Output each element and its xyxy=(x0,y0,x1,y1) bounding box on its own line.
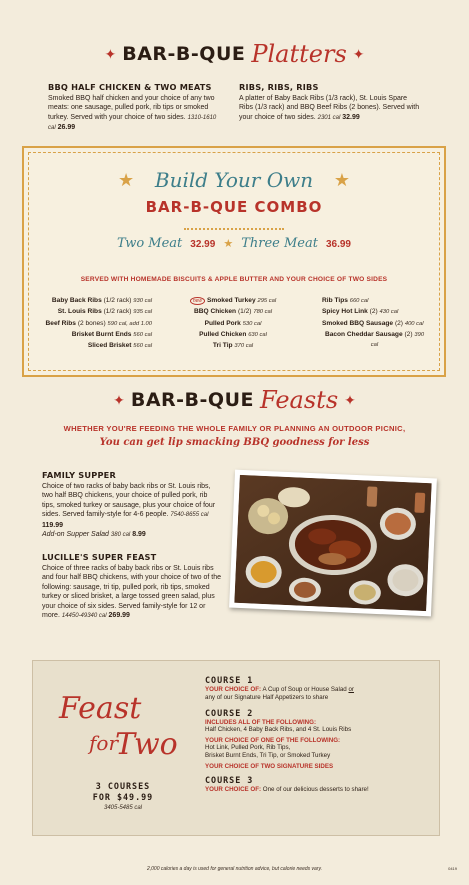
family-supper-cal: 7540-8655 cal xyxy=(170,512,209,519)
super-feast-title: LUCILLE'S SUPER FEAST xyxy=(42,552,157,562)
super-feast-price: 269.99 xyxy=(108,612,130,620)
star-icon: ★ xyxy=(223,238,234,250)
feast-for-two-pricing xyxy=(63,781,183,811)
menu-code: 0419 xyxy=(448,866,457,871)
super-feast xyxy=(42,552,222,621)
course-1-title: COURSE 1 xyxy=(205,675,254,685)
course-2-label-3: YOUR CHOICE OF TWO SIGNATURE SIDES xyxy=(205,763,334,771)
family-supper xyxy=(42,470,222,540)
combo-column-2 xyxy=(163,296,303,351)
platter-item-price: 26.99 xyxy=(57,124,76,132)
feasts-header xyxy=(0,386,469,414)
combo-meat-item: Brisket Burnt Ends 560 cal xyxy=(71,330,152,338)
combo-meat-item: BBQ Chicken (1/2) 780 cal xyxy=(193,308,273,316)
family-supper-desc: Choice of two racks of baby back ribs or St. Louis ribs, two half BBQ chickens, your choice of pulled pork, rib tips, smoked turkey or sausage, plus your choice of four sides. Served family-style for 4-6 people. xyxy=(42,483,216,519)
two-meat-label: Two Meat xyxy=(117,236,183,251)
food-photo-image xyxy=(234,475,431,611)
platter-item-cal: 1310-1610 cal xyxy=(48,114,217,132)
combo-meat-item: Smoked BBQ Sausage (2) 400 cal xyxy=(322,319,424,327)
combo-meat-item: Pulled Chicken 630 cal xyxy=(199,330,267,338)
course-3-text: One of our delicious desserts to share! xyxy=(262,786,369,794)
combo-meat-item: new Smoked Turkey 295 cal xyxy=(190,296,276,306)
combo-pricing xyxy=(24,236,444,251)
platters-header xyxy=(0,40,469,68)
addon-salad-cal: 380 cal xyxy=(110,532,131,539)
platter-item-name: BBQ HALF CHICKEN & TWO MEATS xyxy=(48,82,212,92)
addon-salad-label: Add-on Supper Salad xyxy=(42,531,109,539)
combo-meat-item: Spicy Hot Link (2) 430 cal xyxy=(322,308,399,316)
courses-line-2: FOR $49.99 xyxy=(92,792,154,802)
feast-script: Feast xyxy=(59,691,142,726)
courses-line-1: 3 COURSES xyxy=(95,781,151,791)
feasts-header-script: Feasts xyxy=(260,386,339,414)
three-meat-label: Three Meat xyxy=(241,236,318,251)
feast-for-two-cal: 3405-5485 cal xyxy=(103,805,143,811)
combo-meat-item: Tri Tip 370 cal xyxy=(212,342,254,350)
super-feast-cal: 14450-49340 cal xyxy=(61,613,107,620)
combo-column-3 xyxy=(314,296,434,351)
course-1-or: or xyxy=(348,686,354,693)
ornament-icon: ✦ xyxy=(352,46,365,62)
food-photo xyxy=(229,470,437,617)
course-3-label: YOUR CHOICE OF: xyxy=(205,786,262,794)
feasts-header-bold: BAR-B-QUE xyxy=(130,389,254,411)
combo-meat-item: Baby Back Ribs (1/2 rack) 930 cal xyxy=(51,297,152,304)
family-supper-price: 119.99 xyxy=(42,521,64,529)
combo-meat-item: Sliced Brisket 560 cal xyxy=(87,342,152,350)
super-feast-desc: Choice of three racks of baby back ribs or St. Louis ribs and four half BBQ chickens, with your choice of two of the following: sausage, tri tip, pulled pork, rib tips, smoked turkey or sliced brisket, a large tossed green salad, plus your choice of six sides. Served family-style for 12 or more. xyxy=(42,565,221,620)
combo-box xyxy=(22,146,446,377)
combo-meat-item: St. Louis Ribs (1/2 rack) 935 cal xyxy=(57,308,152,316)
family-supper-title: FAMILY SUPPER xyxy=(42,470,116,480)
combo-bold-title: BAR-B-QUE COMBO xyxy=(145,198,323,216)
combo-meat-item: Beef Ribs (2 bones) 590 cal, add 1.00 xyxy=(45,319,152,327)
platter-item-name: RIBS, RIBS, RIBS xyxy=(239,82,319,92)
platter-item xyxy=(239,82,421,123)
nutrition-footnote: 2,000 calories a day is used for general nutrition advice, but calorie needs vary. xyxy=(146,866,322,872)
platter-item-desc: Smoked BBQ half chicken and your choice of any two meats: one sausage, pulled pork, rib tips or smoked turkey. Served with your choice of two sides. xyxy=(48,95,215,121)
two-script: Two xyxy=(115,727,178,762)
ornament-icon: ✦ xyxy=(104,46,117,62)
platter-item xyxy=(48,82,218,134)
ornament-icon: ✦ xyxy=(113,392,125,408)
course-1-option-a: A Cup of Soup or House Salad xyxy=(262,686,347,693)
platter-item-price: 32.99 xyxy=(342,113,360,121)
feast-for-two-courses xyxy=(205,675,435,795)
platters-header-bold: BAR-B-QUE xyxy=(122,43,246,65)
combo-meat-columns xyxy=(34,296,434,351)
platters-header-script: Platters xyxy=(251,40,347,68)
course-2-text-2a: Hot Link, Pulled Pork, Rib Tips, xyxy=(205,743,291,751)
two-meat-price: 32.99 xyxy=(190,239,216,250)
feast-for-two-box xyxy=(32,660,440,836)
addon-salad xyxy=(42,530,222,540)
course-1-label: YOUR CHOICE OF: xyxy=(205,686,262,693)
combo-served-note: SERVED WITH HOMEMADE BISCUITS & APPLE BUTTER AND YOUR CHOICE OF TWO SIDES xyxy=(80,276,388,283)
star-icon: ★ xyxy=(333,170,350,190)
combo-column-1 xyxy=(34,296,152,351)
feasts-tagline: WHETHER YOU'RE FEEDING THE WHOLE FAMILY OR PLANNING AN OUTDOOR PICNIC, xyxy=(63,424,406,433)
star-icon: ★ xyxy=(118,170,135,190)
course-3-title: COURSE 3 xyxy=(205,775,254,786)
combo-meat-item: Bacon Cheddar Sausage (2) 390 cal xyxy=(324,330,425,349)
combo-meat-item: Pulled Pork 530 cal xyxy=(204,319,262,327)
platter-item-desc: A platter of Baby Back Ribs (1/3 rack), St. Louis Spare Ribs (1/3 rack) and BBQ Beef Ribs (2 bones). Served with your choice of two sides. xyxy=(239,95,420,121)
ornament-icon: ✦ xyxy=(344,392,356,408)
course-2-label: INCLUDES ALL OF THE FOLLOWING: xyxy=(205,718,317,726)
addon-salad-price: 8.99 xyxy=(132,531,146,539)
for-script: for xyxy=(89,731,119,755)
combo-script-title: Build Your Own xyxy=(154,168,314,192)
course-2-label-2: YOUR CHOICE OF ONE OF THE FOLLOWING: xyxy=(205,736,341,744)
course-2-text-2b: Brisket Burnt Ends, Tri Tip, or Smoked Turkey xyxy=(205,752,331,760)
course-2-text: Half Chicken, 4 Baby Back Ribs, and 4 St. Louis Ribs xyxy=(205,725,352,733)
dotted-divider xyxy=(184,224,284,230)
three-meat-price: 36.99 xyxy=(325,239,351,250)
course-1-option-b: any of our Signature Half Appetizers to share xyxy=(205,694,329,702)
new-badge: new xyxy=(190,297,205,305)
platter-item-cal: 2301 cal xyxy=(317,114,341,121)
feasts-tagline-script: You can get lip smacking BBQ goodness for less xyxy=(99,437,370,448)
course-2-title: COURSE 2 xyxy=(205,707,254,718)
combo-meat-item: Rib Tips 660 cal xyxy=(322,297,369,304)
